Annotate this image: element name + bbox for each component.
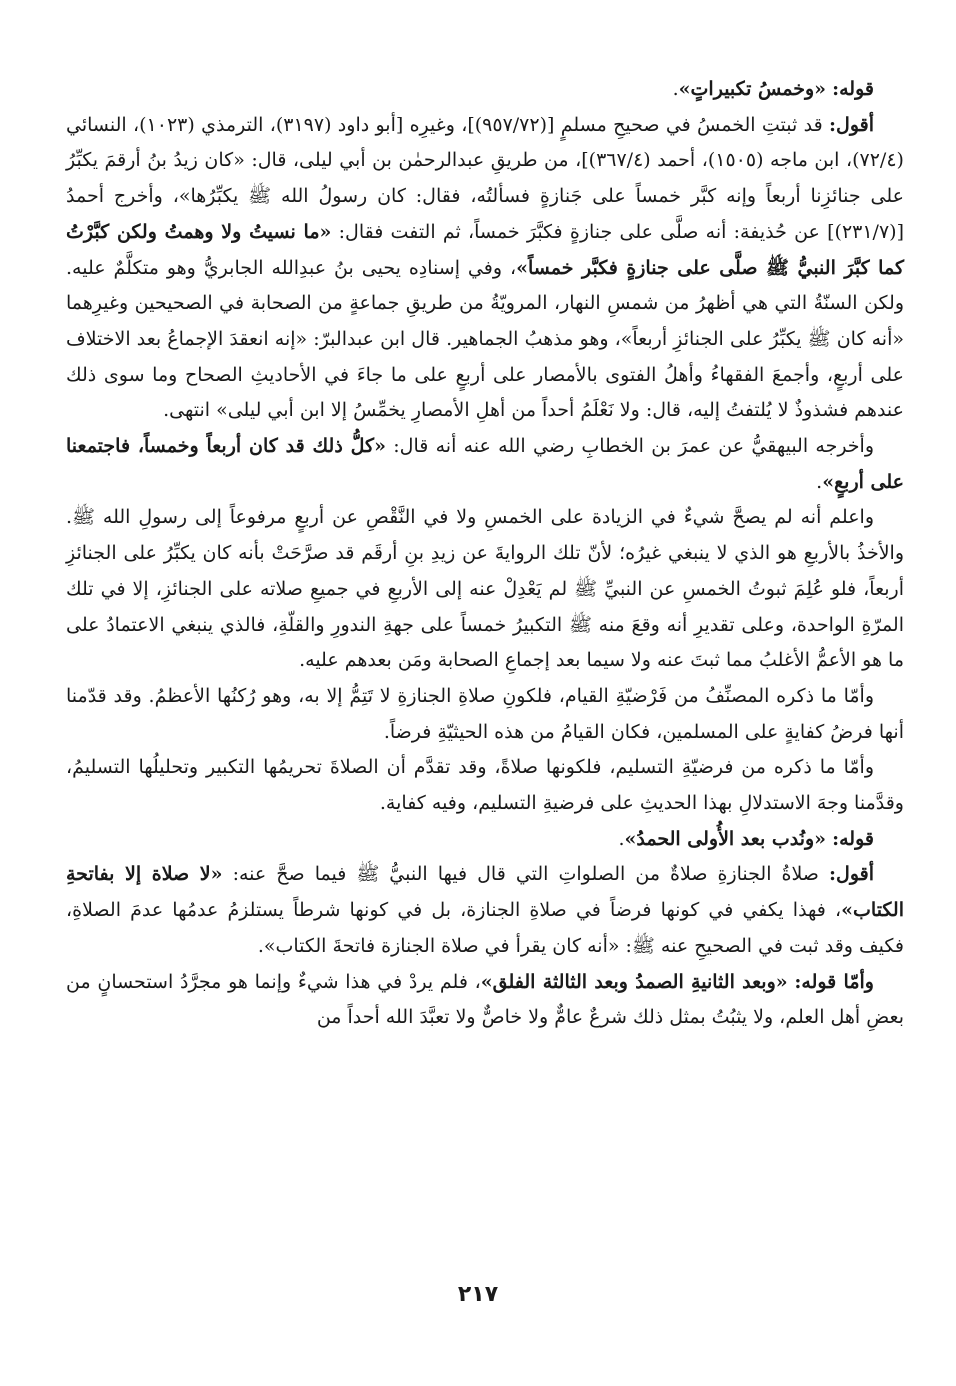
paragraph-text-after: ، فلم يردْ في هذا شيءٌ وإنما هو مجرَّدُ استحسانٍ من بعضِ أهل العلم، ولا يثبُتُ بمثل ذلك شرعٌ عامٌّ ولا خاصٌّ ولا تعبَّدَ الله أحداً من (66, 970, 904, 1029)
paragraph-text: وأمّا ما ذكره المصنِّفُ من فَرْضيّةِ القيام، فلكونِ صلاةِ الجنازةِ لا تَتِمُّ إلا به، وهو رُكنُها الأعظمُ. وقد قدّمنا أنها فرضُ كفايةٍ على المسلمين، فكان القيامُ من هذه الحيثيّةِ فرضاً. (66, 684, 904, 743)
paragraph-text: واعلم أنه لم يصحَّ شيءٌ في الزيادة على الخمسِ ولا في النَّقْصِ عن أربعٍ مرفوعاً إلى رسولِ الله ﷺ. والأخذُ بالأربعِ هو الذي لا ينبغي غيرُه؛ لأنّ تلك الروايةَ عن زيدِ بنِ أرقَم قد صرَّحَتْ بأنه كان يكبِّرُ على الجنائزِ أربعاً، فلو عُلِمَ ثبوتُ الخمسِ عن النبيِّ ﷺ لم يَعْدِلْ عنه إلى الأربعِ في جميعِ صلاته على الجنائزِ، إلا في تلك المرّةِ الواحدة، وعلى تقديرِ أنه وقعَ منه ﷺ التكبيرُ خمساً على جهةِ الندورِ والقلّةِ، فالذي ينبغي الاعتمادُ على ما هو الأعمُّ الأغلبُ مما ثبتَ عنه ولا سيما بعد إجماعِ الصحابة ومَن بعدهم عليه. (66, 506, 904, 672)
paragraph-lead: أقول: (829, 863, 874, 886)
paragraph-standing (66, 679, 904, 750)
paragraph-lead: قوله: (832, 827, 874, 850)
quoted-text: «ما نسيتُ ولا وهمتُ ولكن كبَّرْتُ كما كبَّرَ النبيُّ ﷺ صلَّى على جنازةٍ فكبَّر خمساً» (66, 220, 904, 279)
paragraph-text-after: ، فهذا يكفي في كونها فرضاً في صلاةِ الجنازة، بل في كونها شرطاً يستلزمُ عدمُها عدمَ الصلاةِ، فكيف وقد ثبت في الصحيحِ عنه ﷺ: «أنه كان يقرأ في صلاة الجنازة فاتحةَ الكتاب». (66, 899, 904, 957)
page-number: ٢١٧ (457, 1282, 499, 1307)
paragraph-quote-heading-1 (66, 72, 904, 108)
paragraph-tasleem (66, 750, 904, 821)
paragraph-text: صلاةُ الجنازةِ صلاةٌ من الصلواتِ التي قال فيها النبيُّ ﷺ فيما صحَّ عنه: (232, 863, 819, 886)
quoted-text: «ونُدب بعد الأُولى الحمدُ» (624, 827, 827, 850)
paragraph-surahs (66, 965, 904, 1036)
paragraph-text: . (618, 827, 625, 850)
paragraph-text-after: . (816, 470, 823, 493)
paragraph-bayhaqi (66, 429, 904, 500)
paragraph-text: وأمّا ما ذكره من فرضيّةِ التسليم، فلكونها صلاةً، وقد تقدَّم أن الصلاةَ تحريمُها التكبير وتحليلُها التسليمُ، وقدَّمنا وجهَ الاستدلالِ بهذا الحديثِ على فرضيةِ التسليم، وفيه كفاية. (66, 756, 904, 815)
paragraph-text: . (672, 78, 679, 100)
body-text (66, 72, 904, 1036)
paragraph-ruling (66, 500, 904, 679)
paragraph-commentary-1 (66, 108, 904, 429)
paragraph-lead: قوله: (832, 78, 874, 100)
quoted-text: «لا صلاة إلا بفاتحةِ الكتاب» (66, 863, 904, 922)
paragraph-text: وأخرجه البيهقيُّ عن عمرَ بن الخطابِ رضي الله عنه أنه قال: (393, 435, 874, 458)
quoted-text: «وخمسُ تكبيراتٍ» (678, 78, 827, 100)
paragraph-lead: أقول: (829, 113, 875, 136)
paragraph-text: قد ثبتتِ الخمسُ في صحيحِ مسلمٍ [(٩٥٧/٧٢)]، وغيرِه [أبو داود (٣١٩٧)، الترمذي (١٠٢٣)، النسائي (٧٢/٤)، ابن ماجه (١٥٠٥)، أحمد (٣٦٧/٤)]، من طريقِ عبدالرحمٰن بن أبي ليلى، قال: «كان زيدُ بنُ أرقمَ يكبِّرُ على جنائزِنا أربعاً وإنه كبَّر خمساً على جَنازةٍ فسألتُه، فقال: كان رسولُ الله ﷺ يكبِّرُها»، وأخرج أحمدُ [(٢٣١/٧)] عن حُذيفة: أنه صلَّى على جنازةٍ فكبَّرَ خمساً، ثم التفت فقال: (66, 113, 904, 243)
paragraph-lead: وأمّا قوله: (794, 970, 874, 993)
quoted-text: «وبعد الثانيةِ الصمدُ وبعد الثالثة الفلق» (480, 970, 788, 993)
paragraph-text-after: ، وفي إسنادِه يحيى بنُ عبدِالله الجابريُّ وهو متكلَّمٌ عليه. ولكن السنّةُ التي هي أظهرُ من شمسِ النهار، المرويّةُ من طريقِ جماعةٍ من الصحابة في الصحيحين وغيرِهما «أنه كان ﷺ يكبِّرُ على الجنائزِ أربعاً»، وهو مذهبُ الجماهير. قال ابن عبدالبرّ: «إنه انعقدَ الإجماعُ بعد الاختلاف على أربعٍ، وأجمعَ الفقهاءُ وأهلُ الفتوى بالأمصار على أربعٍ على ما جاءَ في الأحاديثِ الصحاح وما سوى ذلك عندهم فشذوذٌ لا يُلتفتُ إليه، قال: ولا نَعْلَمُ أحداً من أهلِ الأمصارِ يخمِّسُ إلا ابن أبي ليلى» انتهى. (66, 256, 904, 422)
quoted-text: «كلُّ ذلك قد كان أربعاً وخمساً، فاجتمعنا على أربعٍ» (66, 435, 904, 493)
paragraph-fatiha (66, 857, 904, 964)
paragraph-quote-heading-2 (66, 822, 904, 858)
